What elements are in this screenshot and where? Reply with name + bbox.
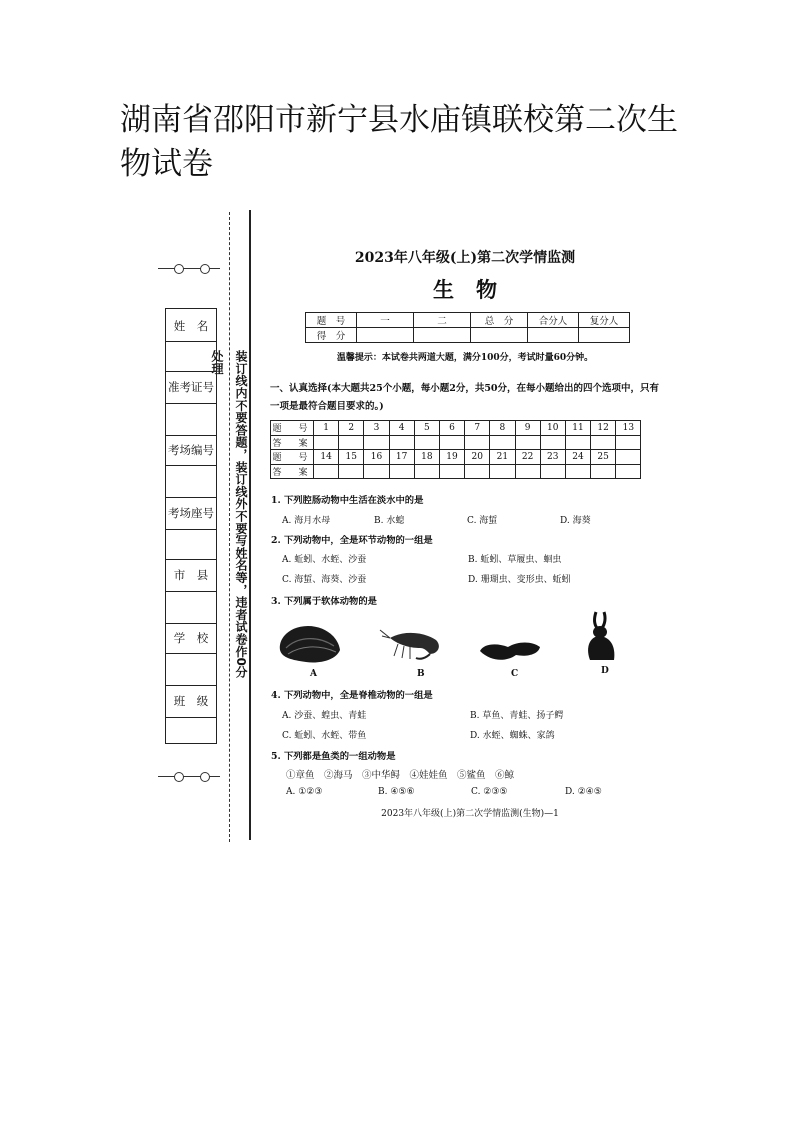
exam-tip: 温馨提示：本试卷共两道大题，满分100分，考试时量60分钟。	[336, 353, 594, 363]
answer-cell[interactable]	[565, 464, 590, 479]
question-number-cell: 22	[515, 450, 540, 465]
answer-cell[interactable]	[591, 464, 616, 479]
sea-cucumber-image[interactable]	[478, 637, 542, 665]
score-cell: 总 分	[471, 313, 528, 328]
exam-title: 2023年八年级(上)第二次学情监测	[354, 250, 576, 266]
question-4: 4. 下列动物中，全是脊椎动物的一组是	[271, 690, 433, 701]
answer-cell[interactable]	[540, 464, 565, 479]
score-input[interactable]	[471, 328, 528, 343]
option-5a[interactable]: A. ①②③	[286, 787, 323, 797]
score-cell: 合分人	[528, 313, 579, 328]
answer-cell[interactable]	[515, 435, 540, 450]
option-2c[interactable]: C. 海蜇、海葵、沙蚕	[282, 575, 367, 585]
row-header: 题 号	[271, 421, 314, 436]
answer-cell[interactable]	[339, 464, 364, 479]
answer-cell[interactable]	[616, 464, 641, 479]
question-number-cell: 24	[565, 450, 590, 465]
question-number-cell: 8	[490, 421, 515, 436]
field-county-label: 市 县	[173, 568, 209, 582]
score-cell: 得 分	[306, 328, 357, 343]
rabbit-image[interactable]	[584, 610, 618, 662]
option-4c[interactable]: C. 蚯蚓、水蛭、带鱼	[282, 731, 367, 741]
answer-cell[interactable]	[414, 464, 439, 479]
score-input[interactable]	[357, 328, 414, 343]
answer-cell[interactable]	[314, 435, 339, 450]
option-2a[interactable]: A. 蚯蚓、水蛭、沙蚕	[282, 555, 367, 565]
field-school-label: 学 校	[173, 631, 209, 645]
question-1: 1. 下列腔肠动物中生活在淡水中的是	[271, 495, 424, 506]
question-number-cell: 3	[364, 421, 389, 436]
score-input[interactable]	[528, 328, 579, 343]
option-4b[interactable]: B. 草鱼、青蛙、扬子鳄	[470, 711, 564, 721]
question-number-cell: 17	[389, 450, 414, 465]
option-5d[interactable]: D. ②④⑤	[565, 787, 602, 797]
question-number-cell	[616, 450, 641, 465]
answer-cell[interactable]	[314, 464, 339, 479]
question-number-cell: 14	[314, 450, 339, 465]
question-number-cell: 19	[439, 450, 464, 465]
question-number-cell: 6	[439, 421, 464, 436]
student-info-box	[165, 308, 217, 744]
mussel-image[interactable]	[276, 620, 344, 666]
option-4a[interactable]: A. 沙蚕、蝗虫、青蛙	[282, 711, 367, 721]
score-cell: 二	[414, 313, 471, 328]
answer-grid	[270, 420, 641, 479]
answer-cell[interactable]	[414, 435, 439, 450]
option-1a[interactable]: A. 海月水母	[282, 516, 331, 526]
question-number-cell: 21	[490, 450, 515, 465]
question-number-cell: 18	[414, 450, 439, 465]
question-number-cell: 9	[515, 421, 540, 436]
answer-cell[interactable]	[389, 435, 414, 450]
question-number-cell: 1	[314, 421, 339, 436]
field-name-label: 姓 名	[173, 319, 209, 333]
score-cell: 一	[357, 313, 414, 328]
question-number-cell: 16	[364, 450, 389, 465]
binding-warning: 装订线内不要答题，装订线外不要写姓名等，违者试卷作0分处理	[210, 350, 248, 679]
row-header: 答 案	[271, 464, 314, 479]
subject-title: 生物	[433, 277, 519, 302]
answer-cell[interactable]	[389, 464, 414, 479]
score-input[interactable]	[414, 328, 471, 343]
score-cell: 题 号	[306, 313, 357, 328]
field-room-label: 考场编号	[168, 443, 214, 457]
question-number-cell: 23	[540, 450, 565, 465]
option-2d[interactable]: D. 珊瑚虫、变形虫、蚯蚓	[468, 575, 571, 585]
option-2b[interactable]: B. 蚯蚓、草履虫、蛔虫	[468, 555, 562, 565]
question-5: 5. 下列都是鱼类的一组动物是	[271, 751, 396, 762]
question-number-cell: 15	[339, 450, 364, 465]
question-number-cell: 11	[565, 421, 590, 436]
row-header: 答 案	[271, 435, 314, 450]
score-cell: 复分人	[579, 313, 630, 328]
row-header: 题 号	[271, 450, 314, 465]
figure-label-c: C	[511, 669, 519, 679]
question-number-cell: 25	[591, 450, 616, 465]
binding-ornament-bottom	[158, 772, 220, 782]
binding-ornament-top	[158, 264, 220, 274]
question-number-cell: 7	[465, 421, 490, 436]
section-heading: 一、认真选择(本大题共25个小题，每小题2分，共50分，在每小题给出的四个选项中，只有一项是最符合题目要求的。)	[270, 383, 660, 412]
shrimp-image[interactable]	[380, 626, 452, 662]
answer-cell[interactable]	[565, 435, 590, 450]
question-number-cell: 13	[616, 421, 641, 436]
field-seat-label: 考场座号	[168, 506, 214, 520]
answer-cell[interactable]	[591, 435, 616, 450]
answer-cell[interactable]	[490, 435, 515, 450]
document-title: 湖南省邵阳市新宁县水庙镇联校第二次生物试卷	[120, 102, 678, 182]
question-number-cell: 4	[389, 421, 414, 436]
option-1c[interactable]: C. 海蜇	[467, 516, 498, 526]
figure-label-b: B	[417, 669, 425, 679]
field-class-label: 班 级	[173, 694, 209, 708]
question-3: 3. 下列属于软体动物的是	[271, 596, 377, 607]
answer-cell[interactable]	[515, 464, 540, 479]
answer-cell[interactable]	[364, 464, 389, 479]
score-table	[305, 312, 630, 343]
question-number-cell: 2	[339, 421, 364, 436]
question-number-cell: 10	[540, 421, 565, 436]
answer-cell[interactable]	[465, 464, 490, 479]
option-5c[interactable]: C. ②③⑤	[471, 787, 508, 797]
page-footer: 2023年八年级(上)第二次学情监测(生物)—1	[381, 809, 559, 819]
question-number-cell: 12	[591, 421, 616, 436]
answer-cell[interactable]	[439, 464, 464, 479]
question-number-cell: 20	[465, 450, 490, 465]
answer-cell[interactable]	[364, 435, 389, 450]
answer-cell[interactable]	[339, 435, 364, 450]
option-1b[interactable]: B. 水螅	[374, 516, 405, 526]
answer-cell[interactable]	[490, 464, 515, 479]
answer-cell[interactable]	[616, 435, 641, 450]
option-5b[interactable]: B. ④⑤⑥	[378, 787, 415, 797]
answer-cell[interactable]	[465, 435, 490, 450]
score-input[interactable]	[579, 328, 630, 343]
figure-label-d: D	[601, 666, 609, 676]
answer-cell[interactable]	[439, 435, 464, 450]
option-4d[interactable]: D. 水蛭、蜘蛛、家鸽	[470, 731, 555, 741]
question-5-items: ①章鱼 ②海马 ③中华鲟 ④娃娃鱼 ⑤鲨鱼 ⑥鲸	[286, 770, 515, 781]
field-exam-id-label: 准考证号	[168, 380, 214, 394]
answer-cell[interactable]	[540, 435, 565, 450]
question-number-cell: 5	[414, 421, 439, 436]
question-2: 2. 下列动物中，全是环节动物的一组是	[271, 535, 433, 546]
figure-label-a: A	[310, 669, 317, 679]
option-1d[interactable]: D. 海葵	[560, 516, 591, 526]
